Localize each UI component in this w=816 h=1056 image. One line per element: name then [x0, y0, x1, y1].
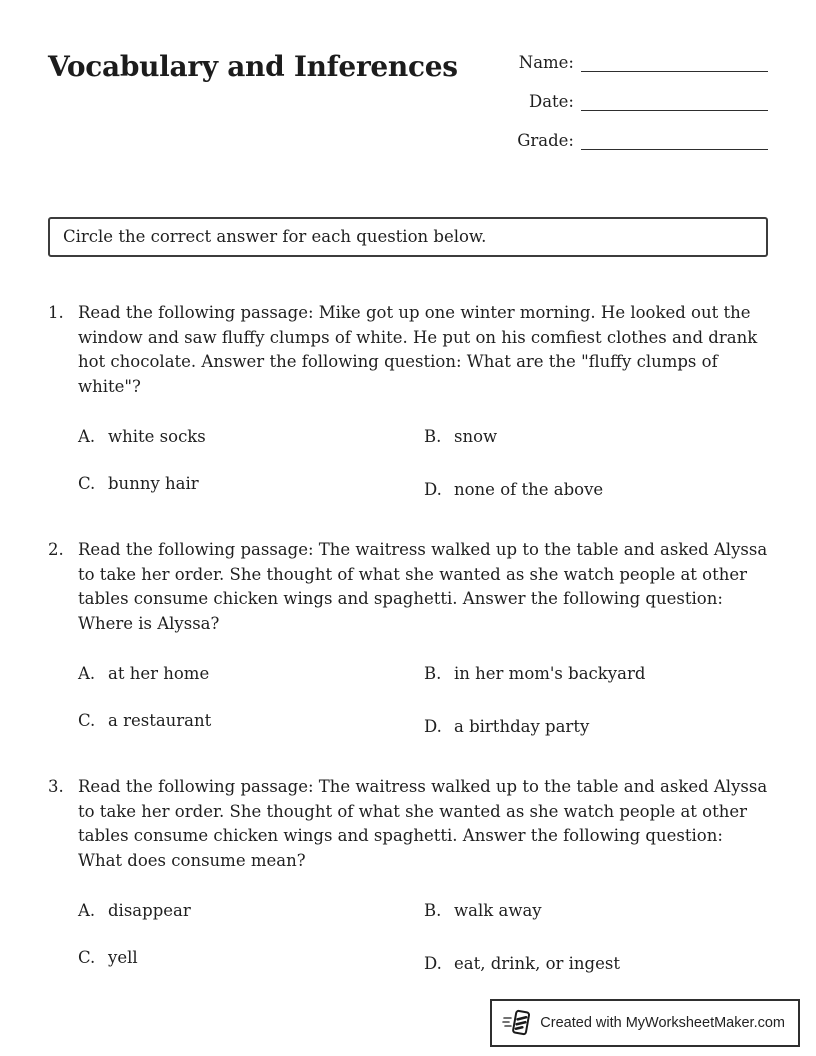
question-number: 2. [48, 540, 64, 559]
question-number: 1. [48, 303, 64, 322]
date-blank-line [581, 89, 768, 111]
option-b [424, 900, 768, 921]
worksheet-header [48, 48, 768, 167]
option-text: yell [108, 948, 138, 967]
option-letter: B. [424, 664, 442, 683]
option-b [424, 426, 768, 447]
option-b [424, 663, 768, 684]
answer-options [78, 663, 768, 736]
name-field-label: Name: [518, 53, 574, 72]
option-letter: D. [424, 717, 442, 736]
option-letter: C. [78, 948, 96, 967]
student-info-fields [500, 48, 768, 167]
option-text: eat, drink, or ingest [454, 954, 620, 973]
page-title: Vocabulary and Inferences [48, 50, 458, 83]
question-text: Read the following passage: Mike got up one winter morning. He looked out the window and saw fluffy clumps of white. He put on his comfiest clothes and drank hot chocolate. Answer the following question: What are the "fluffy clumps of white"? [78, 303, 758, 396]
question-3 [48, 775, 768, 973]
option-c [78, 473, 424, 494]
option-d [424, 716, 768, 737]
option-text: in her mom's backyard [454, 664, 646, 683]
option-text: walk away [454, 901, 542, 920]
option-a [78, 663, 424, 684]
question-1 [48, 301, 768, 499]
option-letter: A. [78, 901, 96, 920]
option-a [78, 426, 424, 447]
option-letter: C. [78, 474, 96, 493]
option-a [78, 900, 424, 921]
option-c [78, 947, 424, 968]
myworksheetmaker-logo-icon [502, 1008, 532, 1038]
option-c [78, 710, 424, 731]
question-text: Read the following passage: The waitress walked up to the table and asked Alyssa to take her order. She thought of what she wanted as she watch people at other tables consume chicken wings and spaghetti. Answer the following question: Where is Alyssa? [78, 540, 768, 633]
option-d [424, 479, 768, 500]
instructions-text: Circle the correct answer for each question below. [63, 227, 487, 246]
option-text: none of the above [454, 480, 604, 499]
grade-field-label: Grade: [517, 131, 574, 150]
name-blank-line [581, 50, 768, 72]
option-text: snow [454, 427, 498, 446]
date-field-label: Date: [528, 92, 574, 111]
option-text: a birthday party [454, 717, 590, 736]
option-letter: B. [424, 901, 442, 920]
option-letter: B. [424, 427, 442, 446]
question-number: 3. [48, 777, 64, 796]
option-d [424, 953, 768, 974]
option-letter: D. [424, 480, 442, 499]
worksheet-maker-credit-badge[interactable] [490, 999, 800, 1047]
option-text: bunny hair [108, 474, 199, 493]
answer-options [78, 426, 768, 499]
grade-blank-line [581, 128, 768, 150]
option-letter: D. [424, 954, 442, 973]
instructions-box [48, 217, 768, 257]
option-letter: C. [78, 711, 96, 730]
option-text: a restaurant [108, 711, 212, 730]
option-letter: A. [78, 664, 96, 683]
question-2 [48, 538, 768, 736]
answer-options [78, 900, 768, 973]
credit-text: Created with MyWorksheetMaker.com [540, 1015, 785, 1031]
grade-field-row [500, 128, 768, 150]
option-letter: A. [78, 427, 96, 446]
option-text: white socks [108, 427, 206, 446]
date-field-row [500, 89, 768, 111]
name-field-row [500, 50, 768, 72]
option-text: disappear [108, 901, 191, 920]
question-text: Read the following passage: The waitress walked up to the table and asked Alyssa to take her order. She thought of what she wanted as she watch people at other tables consume chicken wings and spaghetti. Answer the following question: What does consume mean? [78, 777, 768, 870]
option-text: at her home [108, 664, 210, 683]
